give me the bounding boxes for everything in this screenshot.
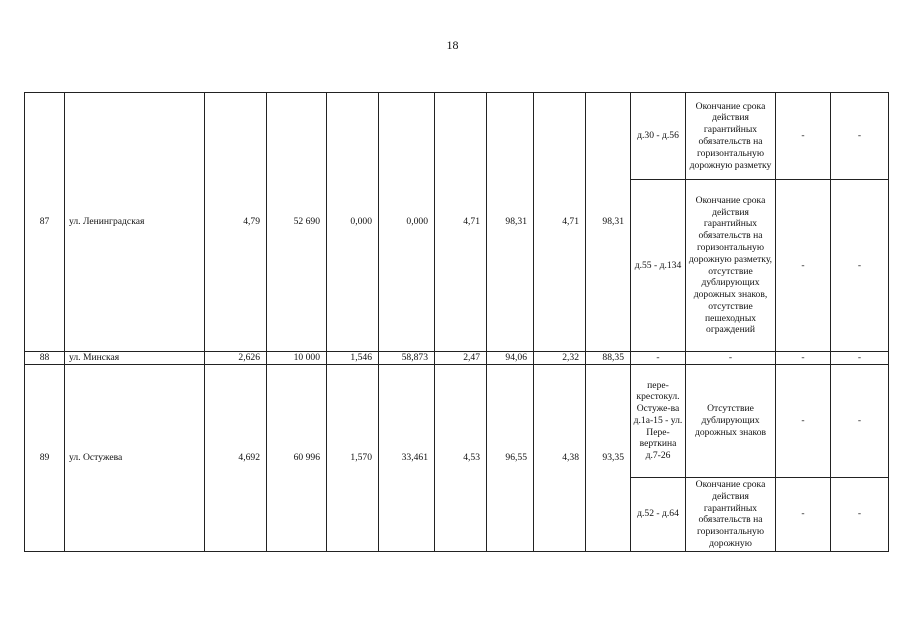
value-cell: 4,71 bbox=[534, 93, 586, 352]
mark-cell: - bbox=[776, 352, 831, 365]
table-row-89-a bbox=[25, 364, 889, 477]
mark-cell: - bbox=[776, 93, 831, 180]
section-cell: - bbox=[631, 352, 686, 365]
value-cell: 4,53 bbox=[435, 364, 487, 551]
value-cell: 96,55 bbox=[487, 364, 534, 551]
table-row-87-a bbox=[25, 93, 889, 180]
defect-description: Отсутствие дублирующих дорожных знаков bbox=[686, 364, 776, 477]
mark-cell: - bbox=[776, 180, 831, 352]
value-cell: 33,461 bbox=[379, 364, 435, 551]
value-cell: 4,71 bbox=[435, 93, 487, 352]
street-name: ул. Ленинградская bbox=[65, 93, 205, 352]
table-row-88 bbox=[25, 352, 889, 365]
value-cell: 0,000 bbox=[379, 93, 435, 352]
section-cell: пере-крестокул. Остуже-ва д.1а-15 - ул. Пере-верткина д.7-26 bbox=[631, 364, 686, 477]
value-cell: 0,000 bbox=[327, 93, 379, 352]
page-number: 18 bbox=[446, 38, 459, 52]
section-cell: д.52 - д.64 bbox=[631, 477, 686, 551]
mark-cell: - bbox=[831, 180, 889, 352]
row-number: 89 bbox=[25, 364, 65, 551]
value-cell: 98,31 bbox=[487, 93, 534, 352]
value-cell: 98,31 bbox=[586, 93, 631, 352]
value-cell: 4,692 bbox=[205, 364, 267, 551]
mark-cell: - bbox=[831, 352, 889, 365]
mark-cell: - bbox=[776, 477, 831, 551]
mark-cell: - bbox=[831, 477, 889, 551]
row-number: 87 bbox=[25, 93, 65, 352]
row-number: 88 bbox=[25, 352, 65, 365]
value-cell: 2,32 bbox=[534, 352, 586, 365]
value-cell: 2,626 bbox=[205, 352, 267, 365]
value-cell: 4,79 bbox=[205, 93, 267, 352]
defect-description: - bbox=[686, 352, 776, 365]
value-cell: 60 996 bbox=[267, 364, 327, 551]
defect-description: Окончание срока действия гарантийных обязательств на горизонтальную дорожную bbox=[686, 477, 776, 551]
value-cell: 2,47 bbox=[435, 352, 487, 365]
street-name: ул. Минская bbox=[65, 352, 205, 365]
value-cell: 93,35 bbox=[586, 364, 631, 551]
value-cell: 58,873 bbox=[379, 352, 435, 365]
section-cell: д.30 - д.56 bbox=[631, 93, 686, 180]
section-cell: д.55 - д.134 bbox=[631, 180, 686, 352]
mark-cell: - bbox=[776, 364, 831, 477]
value-cell: 52 690 bbox=[267, 93, 327, 352]
value-cell: 1,546 bbox=[327, 352, 379, 365]
road-condition-table bbox=[24, 92, 889, 552]
defect-description: Окончание срока действия гарантийных обязательств на горизонтальную дорожную разметку, отсутствие дублирующих дорожных знаков, отсутствие пешеходных ограждений bbox=[686, 180, 776, 352]
street-name: ул. Остужева bbox=[65, 364, 205, 551]
value-cell: 1,570 bbox=[327, 364, 379, 551]
value-cell: 94,06 bbox=[487, 352, 534, 365]
value-cell: 10 000 bbox=[267, 352, 327, 365]
mark-cell: - bbox=[831, 93, 889, 180]
mark-cell: - bbox=[831, 364, 889, 477]
value-cell: 4,38 bbox=[534, 364, 586, 551]
defect-description: Окончание срока действия гарантийных обязательств на горизонтальную дорожную разметку bbox=[686, 93, 776, 180]
value-cell: 88,35 bbox=[586, 352, 631, 365]
